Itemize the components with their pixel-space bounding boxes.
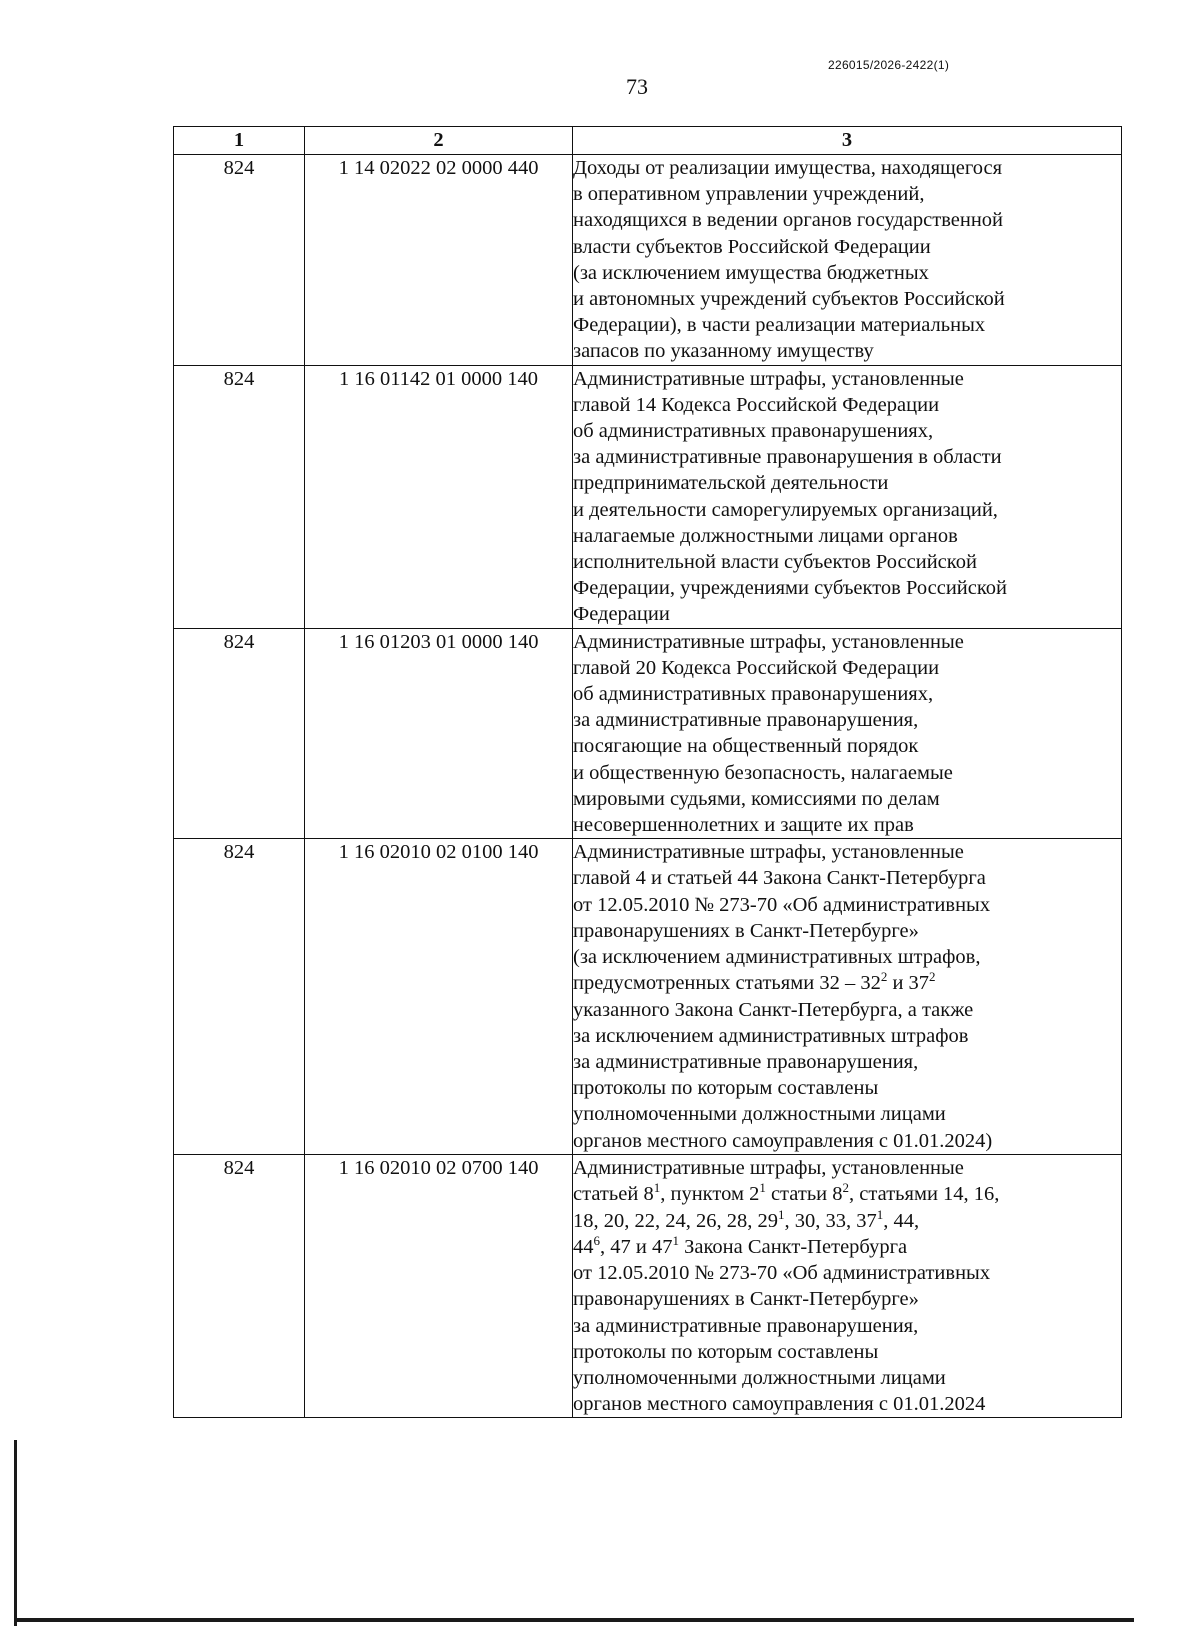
description-line: статьей $8^1$, пунктом $2^1$ статьи $8^2$, статьями 14, 16, — [573, 1180, 1000, 1206]
page-number: 73 — [626, 74, 648, 99]
description-line: Административные штрафы, установленные — [573, 367, 964, 390]
admin-code-cell: 824 — [174, 839, 305, 1155]
description-line: правонарушениях в Санкт-Петербурге» — [573, 1288, 919, 1311]
description-line: налагаемые должностными лицами органов — [573, 524, 958, 547]
description-line: Административные штрафы, установленные — [573, 1157, 964, 1180]
description-line: Федерации — [573, 603, 670, 626]
scan-border-bottom — [14, 1618, 1134, 1622]
description-line: $44^6$, 47 и $47^1$ Закона Санкт-Петербурга — [573, 1232, 908, 1258]
description-line: за административные правонарушения в области — [573, 446, 1002, 469]
description-line: предусмотренных статьями $32 - 32^2$ и $37^2$ — [573, 969, 936, 995]
description-line: от 12.05.2010 № 273-70 «Об административных — [573, 893, 991, 916]
admin-code-cell: 824 — [174, 628, 305, 839]
table-row — [174, 628, 1122, 839]
kbk-code-cell: 1 16 02010 02 0100 140 — [305, 839, 573, 1155]
description-line: за административные правонарушения, — [573, 709, 919, 732]
description-line: за исключением административных штрафов — [573, 1024, 969, 1047]
description-line: главой 4 и статьей 44 Закона Санкт-Петербурга — [573, 867, 986, 890]
description-line: за административные правонарушения, — [573, 1050, 919, 1073]
description-line: и деятельности саморегулируемых организаций, — [573, 498, 998, 521]
description-cell — [573, 839, 1122, 1155]
description-line: Административные штрафы, установленные — [573, 841, 964, 864]
description-line: мировыми судьями, комиссиями по делам — [573, 787, 940, 810]
kbk-code-cell: 1 16 02010 02 0700 140 — [305, 1155, 573, 1418]
description-line: об административных правонарушениях, — [573, 683, 934, 706]
description-line: главой 20 Кодекса Российской Федерации — [573, 656, 940, 679]
description-line: уполномоченными должностными лицами — [573, 1103, 946, 1126]
table-row — [174, 1155, 1122, 1418]
description-line: 18, 20, 22, 24, 26, 28, $29^1$, 30, 33, $37^1$, 44, — [573, 1206, 920, 1232]
description-line: за административные правонарушения, — [573, 1314, 919, 1337]
description-line: (за исключением имущества бюджетных — [573, 261, 929, 284]
description-line: находящихся в ведении органов государственной — [573, 209, 1004, 232]
description-line: об административных правонарушениях, — [573, 420, 934, 443]
description-line: уполномоченными должностными лицами — [573, 1366, 946, 1389]
description-line: от 12.05.2010 № 273-70 «Об административных — [573, 1262, 991, 1285]
description-line: запасов по указанному имуществу — [573, 340, 874, 363]
description-line: органов местного самоуправления с 01.01.2024) — [573, 1129, 993, 1152]
revenue-codes-table — [173, 126, 1122, 1418]
description-line: Федерации, учреждениями субъектов Российской — [573, 577, 1007, 600]
table-row — [174, 365, 1122, 628]
table-row — [174, 839, 1122, 1155]
description-cell — [573, 628, 1122, 839]
description-line: предпринимательской деятельности — [573, 472, 889, 495]
description-line: Доходы от реализации имущества, находящегося — [573, 157, 1003, 179]
description-line: посягающие на общественный порядок — [573, 735, 919, 758]
admin-code-cell: 824 — [174, 1155, 305, 1418]
description-cell — [573, 1155, 1122, 1418]
description-cell — [573, 155, 1122, 366]
description-line: указанного Закона Санкт-Петербурга, а также — [573, 998, 974, 1021]
description-line: правонарушениях в Санкт-Петербурге» — [573, 919, 919, 942]
description-line: (за исключением административных штрафов, — [573, 946, 981, 969]
description-line: исполнительной власти субъектов Российской — [573, 551, 977, 574]
column-header-3: 3 — [573, 127, 1122, 155]
description-line: и общественную безопасность, налагаемые — [573, 761, 953, 784]
column-header-1: 1 — [174, 127, 305, 155]
description-line: главой 14 Кодекса Российской Федерации — [573, 393, 940, 416]
kbk-code-cell: 1 14 02022 02 0000 440 — [305, 155, 573, 366]
admin-code-cell: 824 — [174, 155, 305, 366]
document-id: 226015/2026-2422(1) — [828, 58, 950, 72]
admin-code-cell: 824 — [174, 365, 305, 628]
description-line: Административные штрафы, установленные — [573, 630, 964, 653]
column-header-2: 2 — [305, 127, 573, 155]
description-line: власти субъектов Российской Федерации — [573, 235, 931, 258]
description-line: и автономных учреждений субъектов Российской — [573, 288, 1005, 311]
scan-border-left — [14, 1440, 17, 1626]
description-line: несовершеннолетних и защите их прав — [573, 814, 914, 837]
description-line: в оперативном управлении учреждений, — [573, 183, 925, 206]
description-line: протоколы по которым составлены — [573, 1077, 879, 1100]
table-header-row — [174, 127, 1122, 155]
description-cell — [573, 365, 1122, 628]
description-line: Федерации), в части реализации материальных — [573, 314, 986, 337]
description-line: органов местного самоуправления с 01.01.2024 — [573, 1393, 986, 1416]
description-line: протоколы по которым составлены — [573, 1340, 879, 1363]
kbk-code-cell: 1 16 01203 01 0000 140 — [305, 628, 573, 839]
kbk-code-cell: 1 16 01142 01 0000 140 — [305, 365, 573, 628]
table-row — [174, 155, 1122, 366]
